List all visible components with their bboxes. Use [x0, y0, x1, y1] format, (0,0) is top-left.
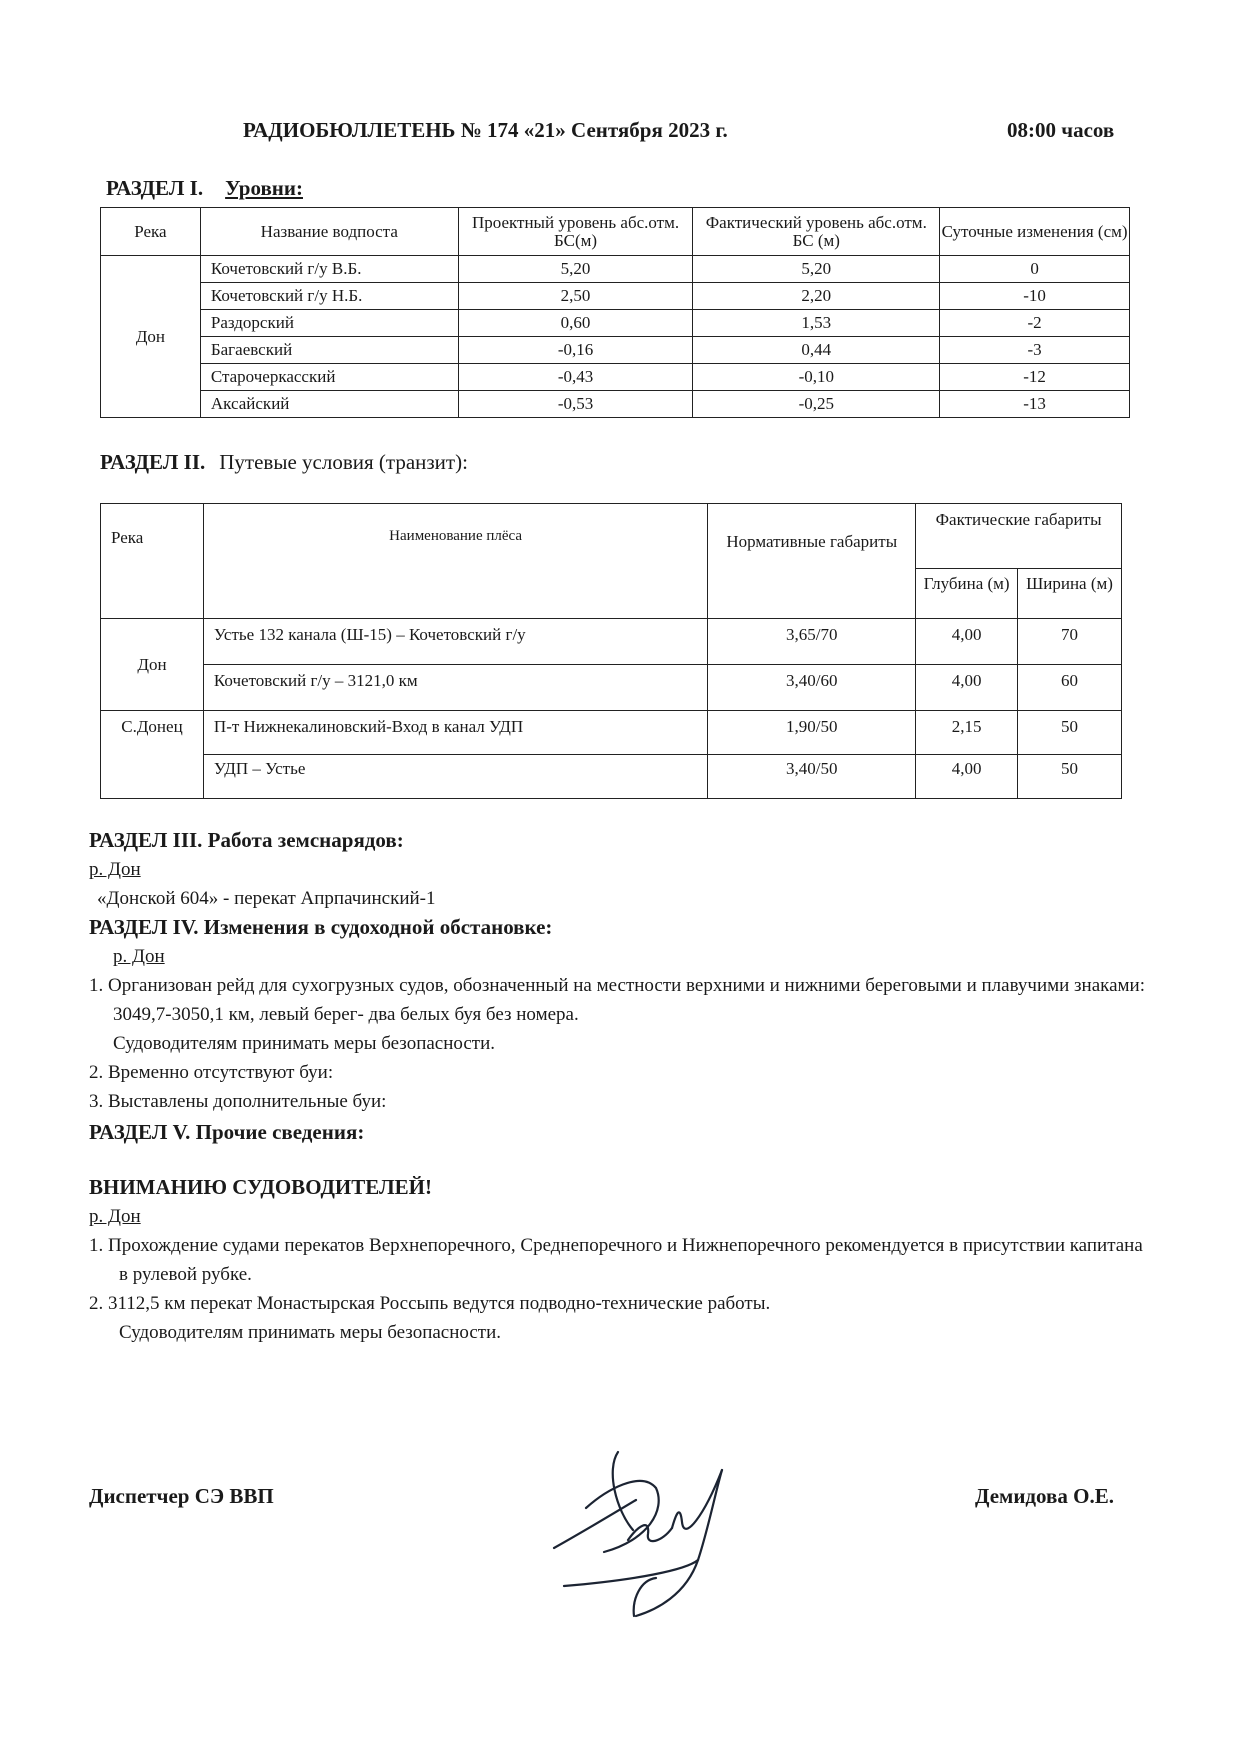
dispatcher-position: Диспетчер СЭ ВВП	[89, 1484, 274, 1508]
daily-change: 0	[940, 256, 1130, 283]
route-col-width: Ширина (м)	[1018, 569, 1122, 619]
daily-change: -10	[940, 283, 1130, 310]
section3-title: РАЗДЕЛ III. Работа земснарядов:	[89, 828, 404, 852]
section4-item3: 3. Выставлены дополнительные буи:	[89, 1091, 387, 1112]
actual-width: 60	[1018, 665, 1122, 711]
section5-title: РАЗДЕЛ V. Прочие сведения:	[89, 1120, 365, 1144]
route-col-reach: Наименование плёса	[203, 504, 707, 619]
handwritten-signature	[536, 1430, 776, 1625]
sections-body	[89, 826, 1189, 1347]
post-name: Кочетовский г/у В.Б.	[200, 256, 458, 283]
section2-heading	[100, 450, 468, 475]
section1-heading	[106, 176, 303, 201]
dispatcher-name: Демидова О.Е.	[975, 1484, 1114, 1508]
route-col-river: Река	[101, 504, 204, 619]
reach-name: УДП – Устье	[203, 755, 707, 799]
route-col-normative: Нормативные габариты	[708, 504, 916, 619]
actual-depth: 2,15	[916, 711, 1018, 755]
actual-level: -0,25	[693, 391, 940, 418]
normative-dims: 3,40/60	[708, 665, 916, 711]
section1-label: РАЗДЕЛ I.	[106, 176, 204, 200]
reach-name: Кочетовский г/у – 3121,0 км	[203, 665, 707, 711]
table-row	[101, 755, 1122, 799]
section2-title: Путевые условия (транзит):	[219, 450, 468, 474]
table-row	[101, 711, 1122, 755]
section4-river: р. Дон	[113, 946, 165, 967]
levels-table	[100, 207, 1130, 418]
actual-width: 50	[1018, 711, 1122, 755]
bulletin-title: РАДИОБЮЛЛЕТЕНЬ № 174 «21» Сентября 2023 г.	[243, 118, 728, 142]
levels-col-change: Суточные изменения (см)	[940, 208, 1130, 256]
table-row	[101, 665, 1122, 711]
project-level: 5,20	[458, 256, 693, 283]
attention-river: р. Дон	[89, 1206, 141, 1227]
post-name: Аксайский	[200, 391, 458, 418]
actual-width: 70	[1018, 619, 1122, 665]
normative-dims: 3,40/50	[708, 755, 916, 799]
route-river-cell: Дон	[101, 619, 204, 711]
levels-col-post: Название водпоста	[200, 208, 458, 256]
levels-col-actual: Фактический уровень абс.отм. БС (м)	[693, 208, 940, 256]
table-row	[101, 256, 1130, 283]
section4-item1: 1. Организован рейд для сухогрузных судов, обозначенный на местности верхними и нижними береговыми и плавучими знаками:	[89, 975, 1146, 996]
bulletin-header	[0, 118, 1240, 148]
project-level: 0,60	[458, 310, 693, 337]
daily-change: -3	[940, 337, 1130, 364]
bulletin-time: 08:00 часов	[1007, 118, 1115, 142]
table-row	[101, 364, 1130, 391]
post-name: Кочетовский г/у Н.Б.	[200, 283, 458, 310]
attention-item1: 1. Прохождение судами перекатов Верхнепоречного, Среднепоречного и Нижнепоречного рекомендуется в присутствии капитана в рулевой рубке.	[89, 1235, 1143, 1285]
reach-name: Устье 132 канала (Ш-15) – Кочетовский г/у	[203, 619, 707, 665]
table-row	[101, 283, 1130, 310]
actual-depth: 4,00	[916, 665, 1018, 711]
section4-title: РАЗДЕЛ IV. Изменения в судоходной обстановке:	[89, 915, 553, 939]
attention-item2: 2. 3112,5 км перекат Монастырская Россыпь ведутся подводно-технические работы.	[89, 1293, 771, 1314]
table-row	[101, 619, 1122, 665]
project-level: -0,43	[458, 364, 693, 391]
actual-depth: 4,00	[916, 619, 1018, 665]
table-row	[101, 337, 1130, 364]
section4-item1-note: Судоводителям принимать меры безопасности.	[113, 1033, 496, 1054]
table-row	[101, 310, 1130, 337]
actual-level: -0,10	[693, 364, 940, 391]
reach-name: П-т Нижнекалиновский-Вход в канал УДП	[203, 711, 707, 755]
post-name: Багаевский	[200, 337, 458, 364]
normative-dims: 1,90/50	[708, 711, 916, 755]
levels-river-cell: Дон	[101, 256, 201, 418]
actual-level: 5,20	[693, 256, 940, 283]
post-name: Старочеркасский	[200, 364, 458, 391]
daily-change: -2	[940, 310, 1130, 337]
actual-level: 1,53	[693, 310, 940, 337]
project-level: 2,50	[458, 283, 693, 310]
daily-change: -13	[940, 391, 1130, 418]
section2-label: РАЗДЕЛ II.	[100, 450, 206, 474]
levels-col-project: Проектный уровень абс.отм. БС(м)	[458, 208, 693, 256]
section1-title: Уровни:	[225, 176, 303, 200]
actual-level: 0,44	[693, 337, 940, 364]
dredger-work-line: «Донской 604» - перекат Апрпачинский-1	[97, 888, 436, 909]
route-river-cell: С.Донец	[101, 711, 204, 799]
route-header-row	[101, 504, 1122, 569]
levels-header-row	[101, 208, 1130, 256]
normative-dims: 3,65/70	[708, 619, 916, 665]
actual-width: 50	[1018, 755, 1122, 799]
route-conditions-table	[100, 503, 1122, 799]
project-level: -0,16	[458, 337, 693, 364]
section3-river: р. Дон	[89, 859, 141, 880]
section4-item2: 2. Временно отсутствуют буи:	[89, 1062, 334, 1083]
route-col-actual: Фактические габариты	[916, 504, 1122, 569]
levels-col-river: Река	[101, 208, 201, 256]
route-col-depth: Глубина (м)	[916, 569, 1018, 619]
actual-level: 2,20	[693, 283, 940, 310]
daily-change: -12	[940, 364, 1130, 391]
attention-title: ВНИМАНИЮ СУДОВОДИТЕЛЕЙ!	[89, 1175, 432, 1199]
project-level: -0,53	[458, 391, 693, 418]
post-name: Раздорский	[200, 310, 458, 337]
section4-item1-detail: 3049,7-3050,1 км, левый берег- два белых буя без номера.	[113, 1004, 579, 1025]
table-row	[101, 391, 1130, 418]
attention-item2-note: Судоводителям принимать меры безопасности.	[119, 1322, 502, 1343]
actual-depth: 4,00	[916, 755, 1018, 799]
